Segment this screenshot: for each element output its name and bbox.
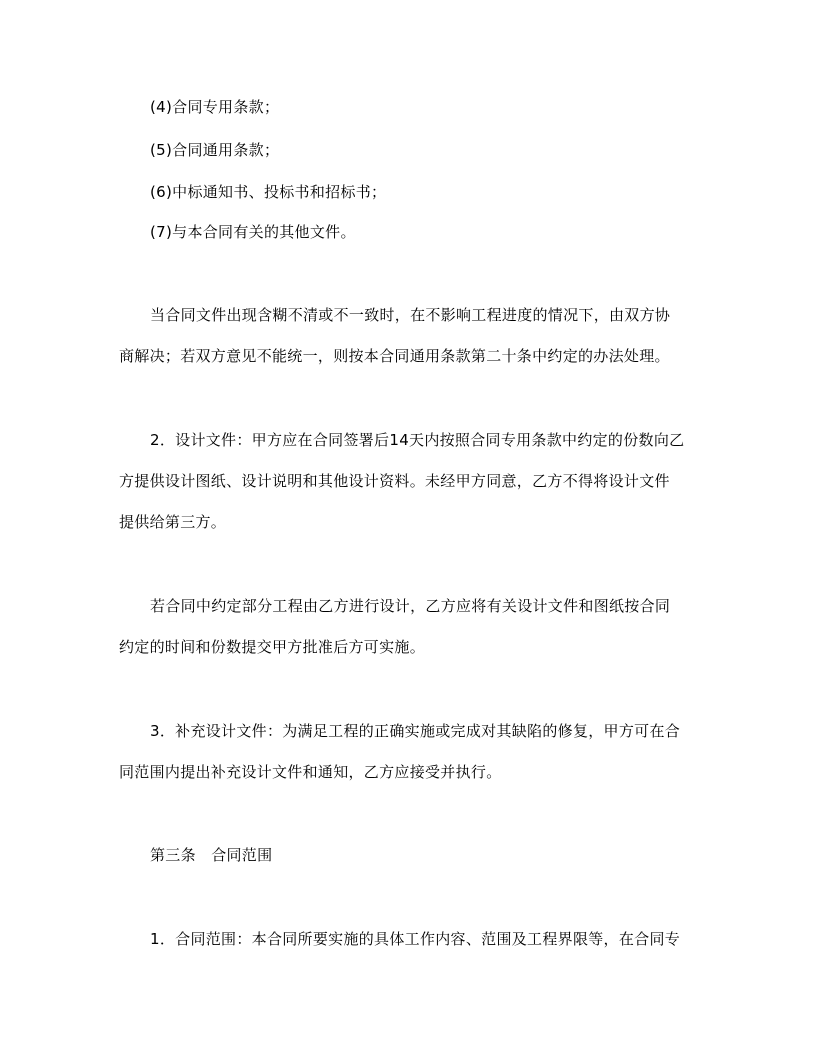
- paragraph-design-docs-line-2: 方提供设计图纸、设计说明和其他设计资料。未经甲方同意，乙方不得将设计文件: [119, 472, 670, 490]
- list-item-5: (5)合同通用条款；: [150, 141, 280, 159]
- paragraph-scope-line-1: 1．合同范围：本合同所要实施的具体工作内容、范围及工程界限等，在合同专: [150, 930, 681, 948]
- list-item-6: (6)中标通知书、投标书和招标书；: [150, 183, 387, 201]
- paragraph-supplement-line-2: 同范围内提出补充设计文件和通知，乙方应接受并执行。: [119, 763, 502, 781]
- paragraph-partial-design-line-2: 约定的时间和份数提交甲方批准后方可实施。: [119, 638, 426, 656]
- list-item-4: (4)合同专用条款；: [150, 98, 280, 116]
- list-item-7: (7)与本合同有关的其他文件。: [150, 223, 356, 241]
- paragraph-design-docs-line-3: 提供给第三方。: [119, 513, 227, 531]
- article-heading: 第三条 合同范围: [150, 846, 273, 864]
- paragraph-conflict-line-1: 当合同文件出现含糊不清或不一致时，在不影响工程进度的情况下，由双方协: [150, 306, 671, 324]
- paragraph-conflict-line-2: 商解决；若双方意见不能统一，则按本合同通用条款第二十条中约定的办法处理。: [119, 347, 670, 365]
- paragraph-partial-design-line-1: 若合同中约定部分工程由乙方进行设计，乙方应将有关设计文件和图纸按合同: [150, 597, 671, 615]
- paragraph-design-docs-line-1: 2．设计文件：甲方应在合同签署后14天内按照合同专用条款中约定的份数向乙: [150, 431, 685, 449]
- paragraph-supplement-line-1: 3．补充设计文件：为满足工程的正确实施或完成对其缺陷的修复，甲方可在合: [150, 722, 681, 740]
